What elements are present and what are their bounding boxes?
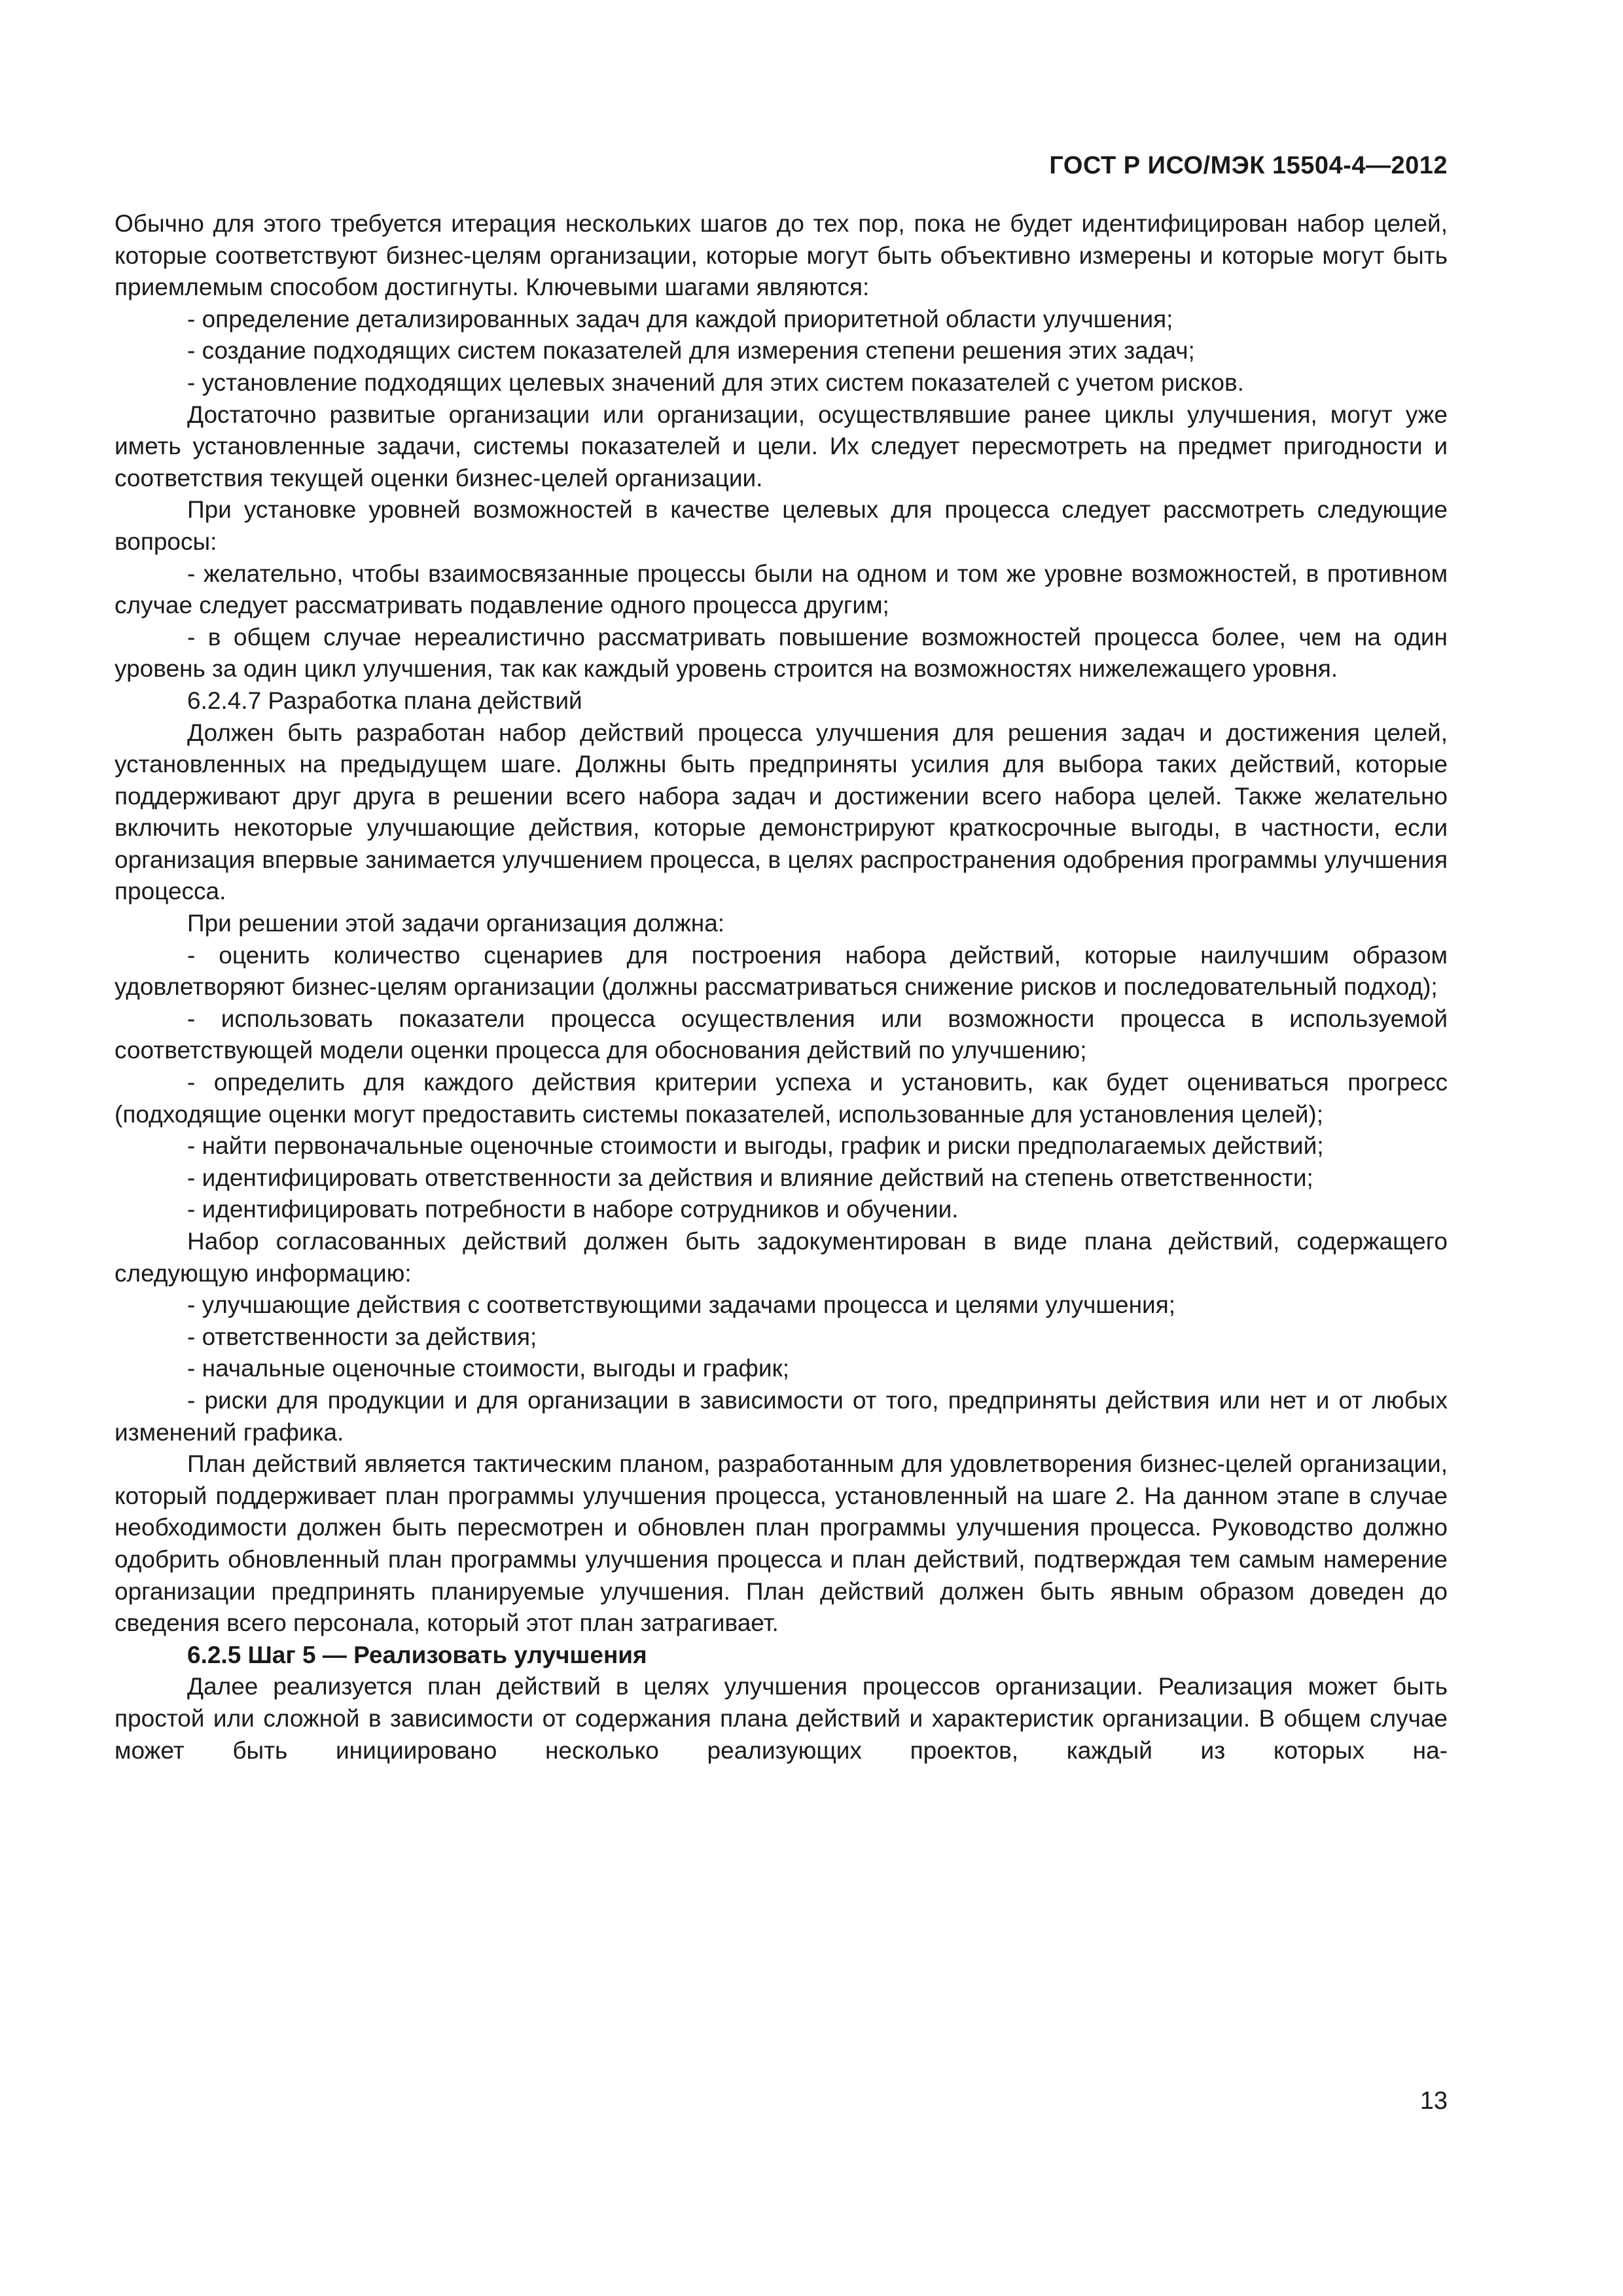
- paragraph: План действий является тактическим планом, разработанным для удовлетворения бизнес-целей организации, который поддерживает план программы улучшения процесса, установленный на шаге 2. На данном этапе в случае необходимости должен быть пересмотрен и обновлен план программы улучшения процесса. Руководство должно одобрить обновленный план программы улучшения процесса и план действий, подтверждая тем самым намерение организации предпринять планируемые улучшения. План действий должен быть явным образом доведен до сведения всего персонала, который этот план затрагивает.: [115, 1450, 1448, 1637]
- list-item: - определить для каждого действия критерии успеха и установить, как будет оцениваться прогресс (подходящие оценки могут предоставить системы показателей, использованные для установления целей);: [115, 1069, 1448, 1128]
- body-text: [115, 208, 1448, 1767]
- standard-header: ГОСТ Р ИСО/МЭК 15504-4—2012: [1049, 152, 1448, 179]
- list-item: - использовать показатели процесса осуществления или возможности процесса в используемой соответствующей модели оценки процесса для обоснования действий по улучшению;: [115, 1005, 1448, 1064]
- list-item: - установление подходящих целевых значений для этих систем показателей с учетом рисков.: [187, 368, 1244, 396]
- paragraph: Достаточно развитые организации или организации, осуществлявшие ранее циклы улучшения, могут уже иметь установленные задачи, системы показателей и цели. Их следует пересмотреть на предмет пригодности и соответствия текущей оценки бизнес-целей организации.: [115, 401, 1448, 492]
- list-item: - оценить количество сценариев для построения набора действий, которые наилучшим образом удовлетворяют бизнес-целям организации (должны рассматриваться снижение рисков и последовательный подход);: [115, 941, 1448, 1001]
- list-item: - создание подходящих систем показателей для измерения степени решения этих задач;: [187, 337, 1195, 365]
- page-number: 13: [1419, 2087, 1448, 2115]
- list-item: - идентифицировать ответственности за действия и влияние действий на степень ответственности;: [187, 1164, 1313, 1191]
- paragraph: При решении этой задачи организация должна:: [187, 910, 725, 937]
- paragraph: Далее реализуется план действий в целях улучшения процессов организации. Реализация может быть простой или сложной в зависимости от содержания плана действий и характеристик организации. В общем случае может быть инициировано несколько реализующих проектов, каждый из которых на-: [115, 1673, 1448, 1764]
- paragraph: Обычно для этого требуется итерация нескольких шагов до тех пор, пока не будет идентифицирован набор целей, которые соответствуют бизнес-целям организации, которые могут быть объективно измерены и которые могут быть приемлемым способом достигнуты. Ключевыми шагами являются:: [115, 210, 1448, 301]
- paragraph: Должен быть разработан набор действий процесса улучшения для решения задач и достижения целей, установленных на предыдущем шаге. Должны быть предприняты усилия для выбора таких действий, которые поддерживают друг друга в решении всего набора задач и достижении всего набора целей. Также желательно включить некоторые улучшающие действия, которые демонстрируют краткосрочные выгоды, в частности, если организация впервые занимается улучшением процесса, в целях распространения одобрения программы улучшения процесса.: [115, 719, 1448, 905]
- list-item: - ответственности за действия;: [187, 1323, 537, 1350]
- list-item: - желательно, чтобы взаимосвязанные процессы были на одном и том же уровне возможностей, в противном случае следует рассматривать подавление одного процесса другим;: [115, 560, 1448, 619]
- list-item: - определение детализированных задач для каждой приоритетной области улучшения;: [187, 305, 1173, 332]
- list-item: - найти первоначальные оценочные стоимости и выгоды, график и риски предполагаемых действий;: [187, 1132, 1324, 1160]
- paragraph: При установке уровней возможностей в качестве целевых для процесса следует рассмотреть следующие вопросы:: [115, 496, 1448, 555]
- section-heading: 6.2.4.7 Разработка плана действий: [187, 687, 582, 714]
- list-item: - идентифицировать потребности в наборе сотрудников и обучении.: [187, 1196, 959, 1223]
- list-item: - улучшающие действия с соответствующими задачами процесса и целями улучшения;: [187, 1291, 1176, 1319]
- section-heading-step-5: 6.2.5 Шаг 5 — Реализовать улучшения: [187, 1641, 647, 1668]
- list-item: - начальные оценочные стоимости, выгоды и график;: [187, 1355, 789, 1382]
- list-item: - в общем случае нереалистично рассматривать повышение возможностей процесса более, чем на один уровень за один цикл улучшения, так как каждый уровень строится на возможностях нижележащего уровня.: [115, 623, 1448, 683]
- list-item: - риски для продукции и для организации в зависимости от того, предприняты действия или нет и от любых изменений графика.: [115, 1386, 1448, 1446]
- paragraph: Набор согласованных действий должен быть задокументирован в виде плана действий, содержащего следующую информацию:: [115, 1228, 1448, 1287]
